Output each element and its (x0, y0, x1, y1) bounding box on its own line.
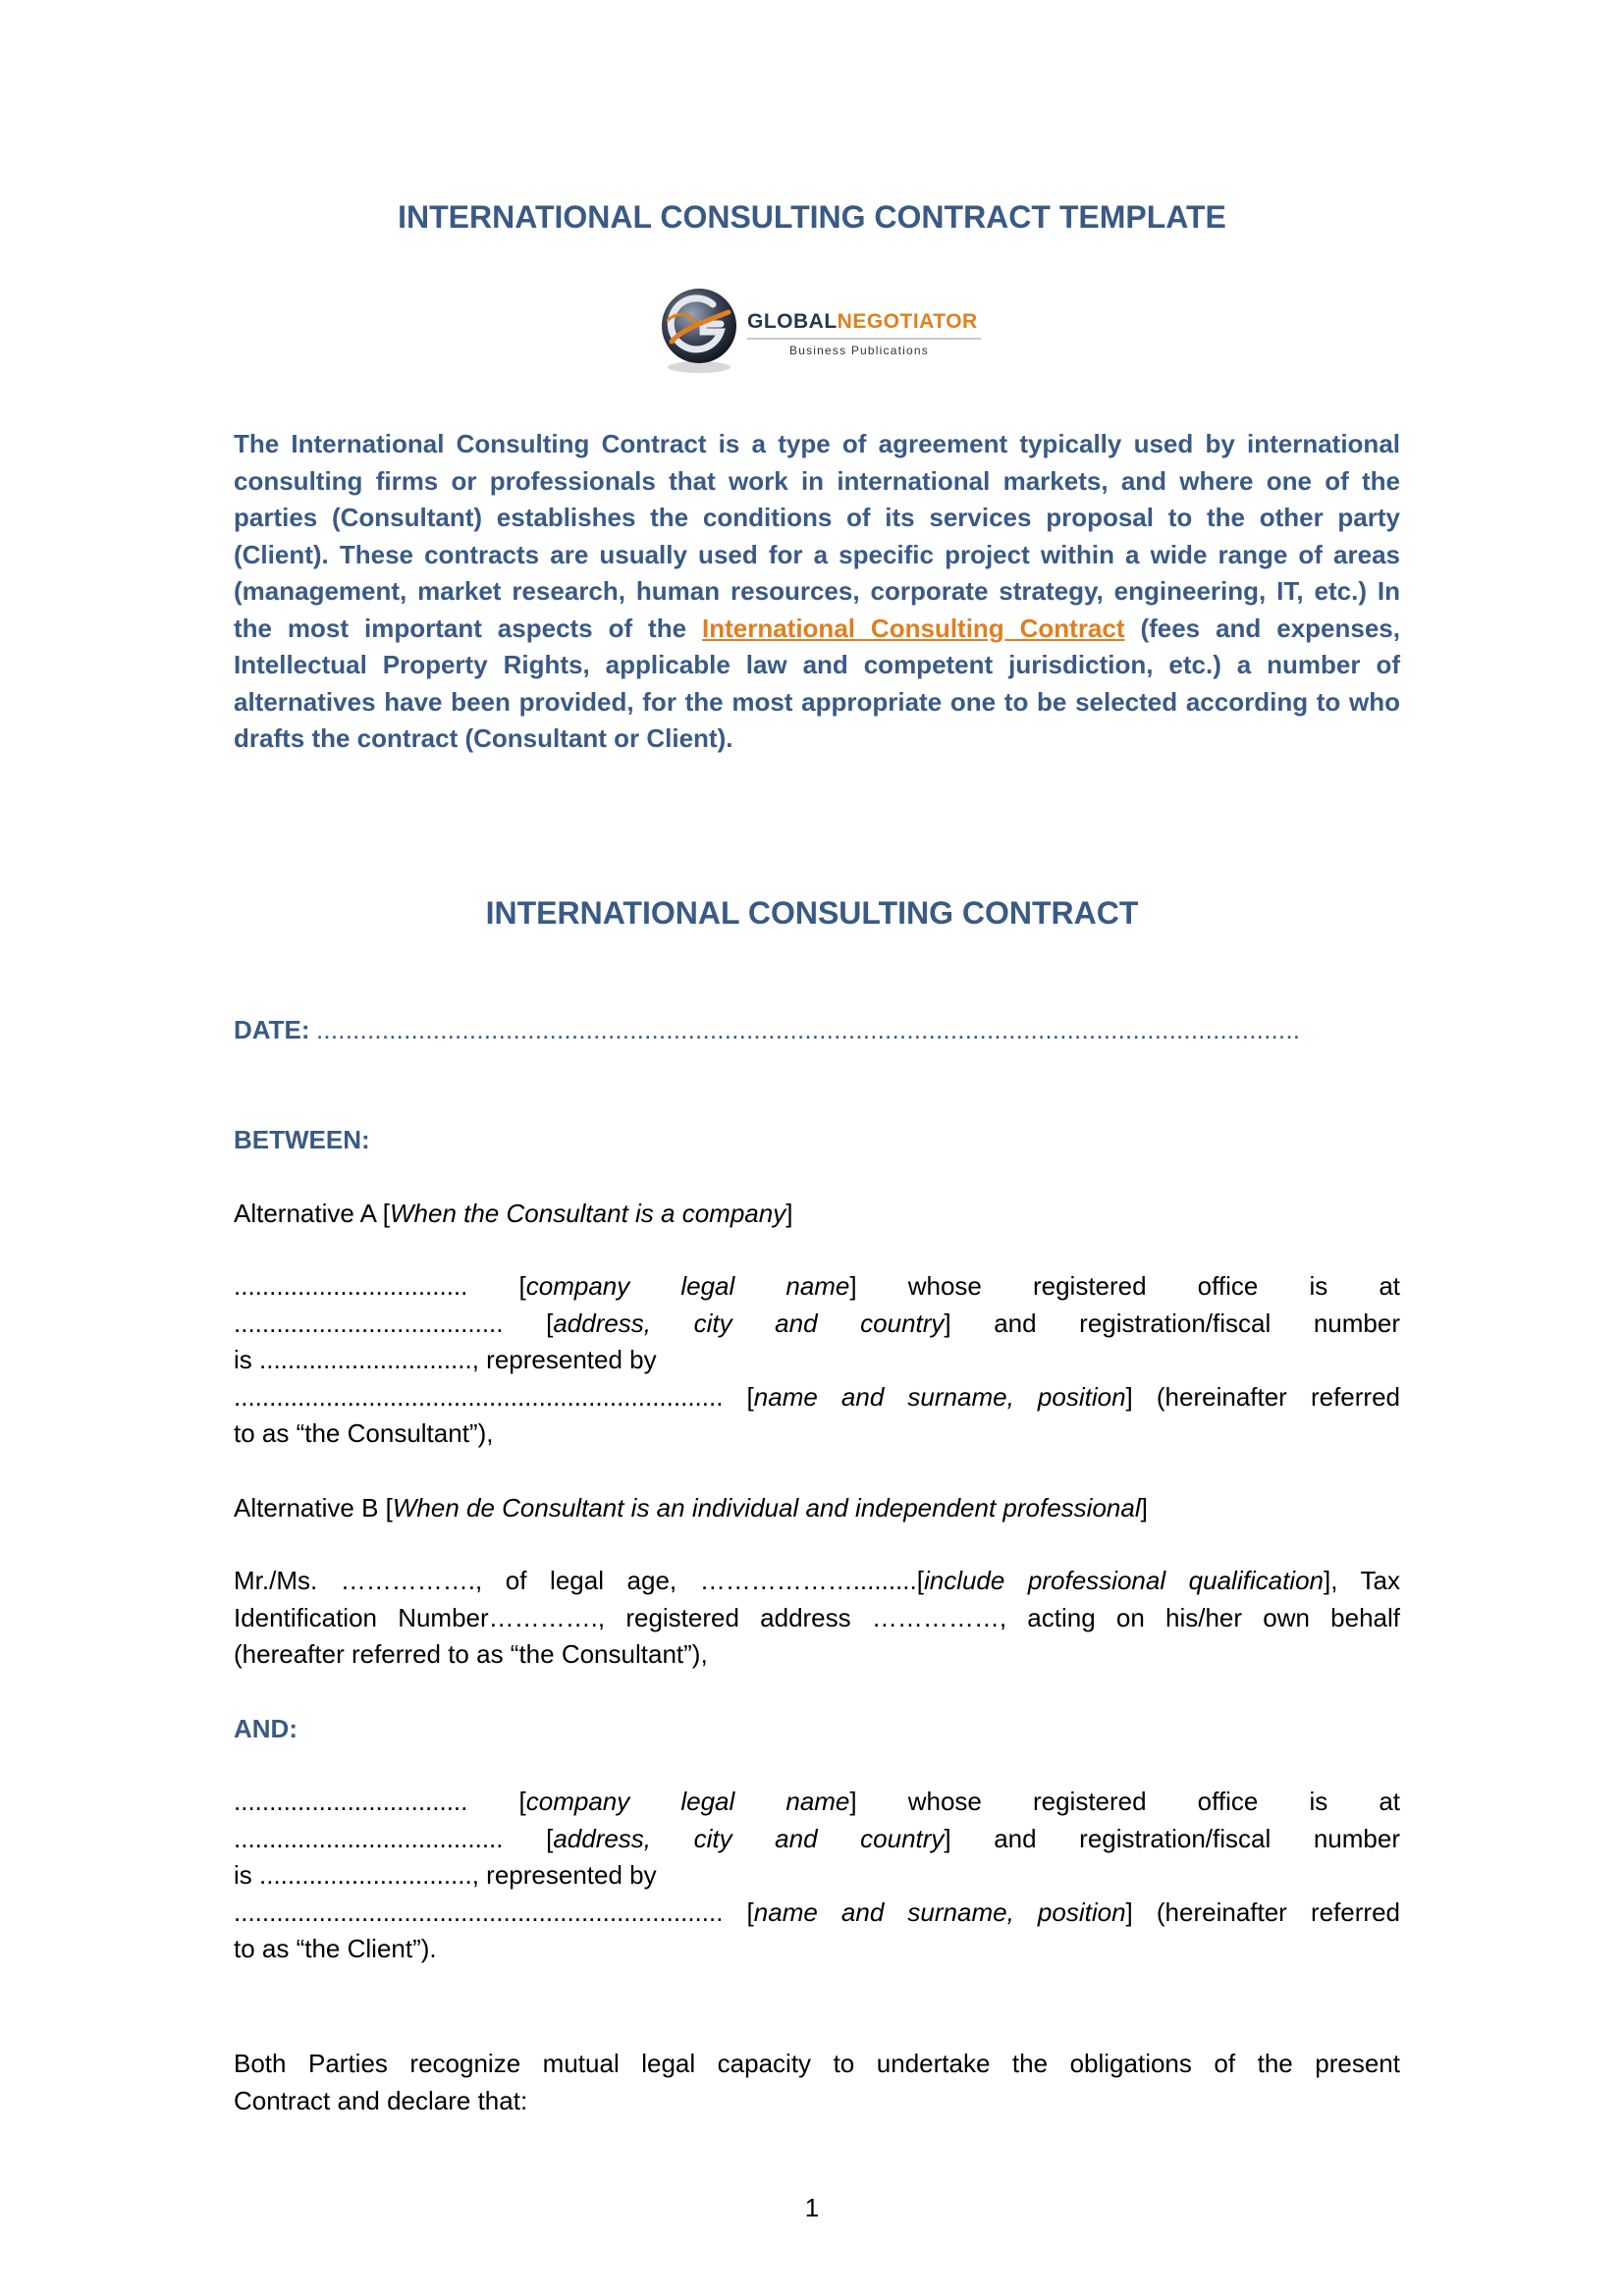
contract-title: INTERNATIONAL CONSULTING CONTRACT (485, 895, 1139, 931)
alternative-a: Alternative A [When the Consultant is a company] (234, 1199, 793, 1228)
closing-line-1: Both Parties recognize mutual legal capacity to undertake the obligations of the present (234, 2049, 1400, 2078)
consultant-individual-line-2: Identification Number…………., registered address ……………, acting on his/her own behalf (234, 1602, 1400, 1632)
intro-paragraph: The International Consulting Contract is a type of agreement typically used by international consulting firms or professionals that work in international markets, and where one of the parties (Consultant) establishes the conditions of its services proposal to the other party (Client). These contracts are usually used for a specific project within a wide range of areas (management, market research, human resources, corporate strategy, engineering, IT, etc.) In the most important aspects of the International Consulting Contract (fees and expenses, Intellectual Property Rights, applicable law and competent jurisdiction, etc.) a number of alternatives have been provided, for the most appropriate one to be selected according to who drafts the contract (Consultant or Client). (234, 429, 1400, 753)
consultant-company-line-2: ...................................... [address, city and country] and registration/fiscal number (234, 1308, 1400, 1338)
logo-wordmark: GLOBALNEGOTIATOR (747, 310, 978, 333)
client-block (234, 1784, 1400, 1968)
consultant-company-line-5: to as “the Consultant”), (234, 1418, 494, 1448)
globe-logo-icon (652, 283, 746, 377)
client-line-2: ...................................... [address, city and country] and registration/fiscal number (234, 1823, 1400, 1853)
closing-line-2: Contract and declare that: (234, 2085, 528, 2115)
document-title: INTERNATIONAL CONSULTING CONTRACT TEMPLATE (398, 199, 1226, 235)
contract-link[interactable]: International Consulting Contract (701, 613, 1125, 643)
client-line-4: ..................................................................... [name and surname, position] (hereinafter referred (234, 1896, 1400, 1927)
consultant-individual-line-1: Mr./Ms. ……………., of legal age, ……………….........[include professional qualification], Tax (234, 1566, 1400, 1595)
consultant-individual-block (234, 1563, 1400, 1674)
client-line-1: ................................. [company legal name] whose registered office is at (234, 1787, 1401, 1816)
logo (652, 283, 986, 377)
closing-paragraph (234, 2046, 1400, 2119)
client-line-3: is .............................., represented by (234, 1860, 657, 1890)
logo-subtitle: Business Publications (789, 344, 929, 357)
logo-divider (747, 338, 981, 340)
client-line-5: to as “the Client”). (234, 1934, 437, 1963)
consultant-company-block (234, 1268, 1400, 1453)
alternative-b: Alternative B [When de Consultant is an individual and independent professional] (234, 1493, 1148, 1522)
page-number: 1 (804, 2193, 820, 2222)
consultant-individual-line-3: (hereafter referred to as “the Consultant”), (234, 1639, 708, 1669)
consultant-company-line-1: ................................. [company legal name] whose registered office is at (234, 1271, 1401, 1301)
consultant-company-line-3: is .............................., represented by (234, 1345, 657, 1374)
and-label: AND: (234, 1714, 298, 1743)
date-field: ....................................................................................................................................... (316, 1015, 1301, 1044)
date-label: DATE: (234, 1015, 310, 1044)
between-label: BETWEEN: (234, 1125, 370, 1154)
consultant-company-line-4: ..................................................................... [name and surname, position] (hereinafter referred (234, 1381, 1400, 1412)
